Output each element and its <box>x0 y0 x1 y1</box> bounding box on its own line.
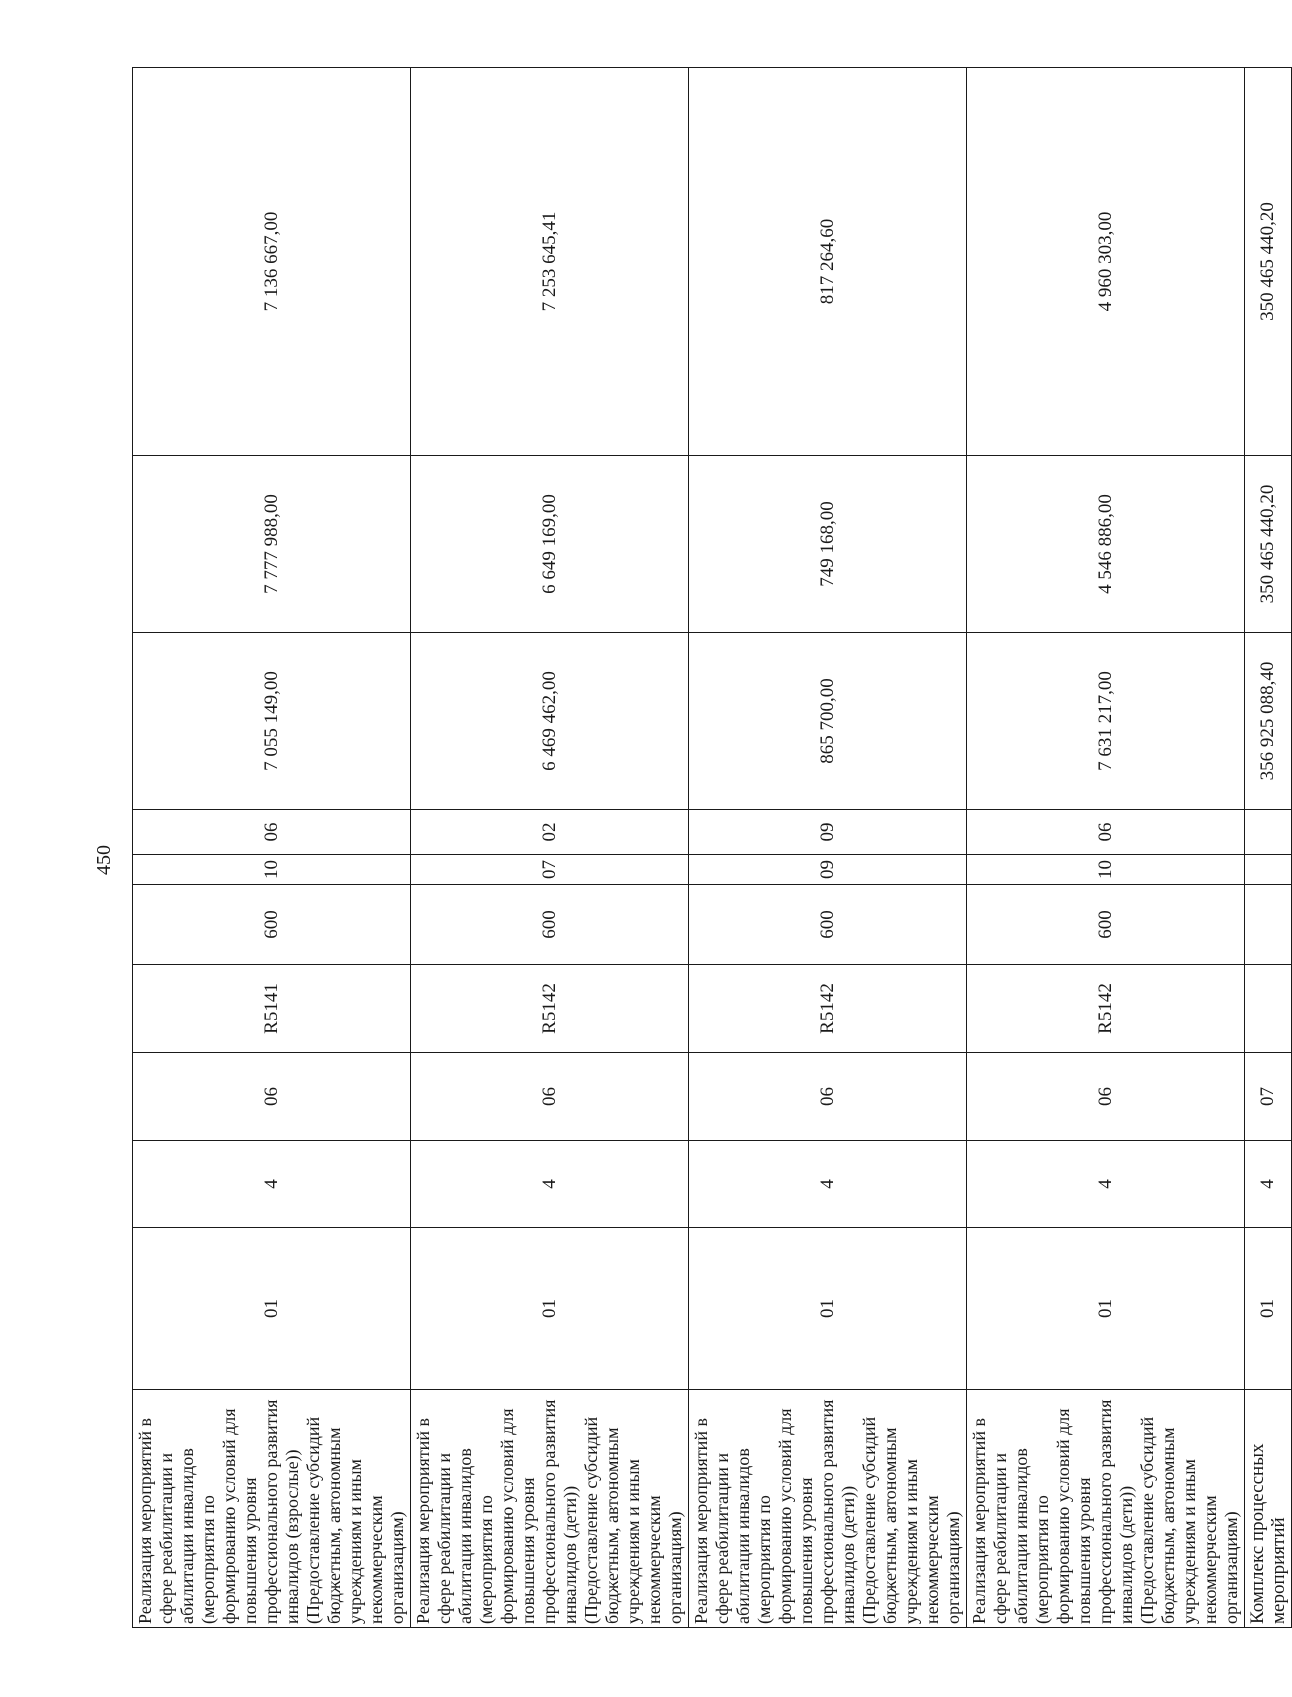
rotated-table-container <box>132 68 1289 1628</box>
total-amount-year-1: 356 925 088,40 <box>1245 633 1292 810</box>
subprogram-code: 4 <box>689 1141 967 1228</box>
subprogram-code: 4 <box>1245 1141 1292 1228</box>
activity-code: 06 <box>689 1053 967 1141</box>
section-code: 07 <box>411 855 689 885</box>
amount-year-1: 7 631 217,00 <box>967 633 1245 810</box>
amount-year-2: 6 649 169,00 <box>411 456 689 633</box>
direction-code <box>1245 965 1292 1053</box>
amount-year-3: 4 960 303,00 <box>967 68 1245 456</box>
amount-year-2: 749 168,00 <box>689 456 967 633</box>
expense-type-code: 600 <box>967 885 1245 965</box>
total-amount-year-2: 350 465 440,20 <box>1245 456 1292 633</box>
table-row <box>689 68 967 1628</box>
activity-code: 06 <box>411 1053 689 1141</box>
total-amount-year-3: 350 465 440,20 <box>1245 68 1292 456</box>
row-description: Реализация мероприятий в сфере реабилитации и абилитации инвалидов (мероприятия по формированию условий для повышения уровня профессионального развития инвалидов (дети)) (Предоставление субсидий бюджетным, автономным учреждениям и иным некоммерческим организациям) <box>411 1390 689 1628</box>
subsection-code: 06 <box>967 810 1245 855</box>
amount-year-1: 6 469 462,00 <box>411 633 689 810</box>
amount-year-3: 817 264,60 <box>689 68 967 456</box>
section-code: 10 <box>133 855 411 885</box>
direction-code: R5141 <box>133 965 411 1053</box>
activity-code: 06 <box>967 1053 1245 1141</box>
activity-code: 07 <box>1245 1053 1292 1141</box>
expense-type-code: 600 <box>133 885 411 965</box>
amount-year-2: 4 546 886,00 <box>967 456 1245 633</box>
amount-year-3: 7 253 645,41 <box>411 68 689 456</box>
direction-code: R5142 <box>411 965 689 1053</box>
program-code: 01 <box>411 1228 689 1390</box>
direction-code: R5142 <box>967 965 1245 1053</box>
program-code: 01 <box>133 1228 411 1390</box>
program-code: 01 <box>689 1228 967 1390</box>
table-row <box>411 68 689 1628</box>
expense-type-code <box>1245 885 1292 965</box>
program-code: 01 <box>967 1228 1245 1390</box>
expense-type-code: 600 <box>689 885 967 965</box>
subprogram-code: 4 <box>411 1141 689 1228</box>
subsection-code <box>1245 810 1292 855</box>
section-code: 09 <box>689 855 967 885</box>
page-number: 450 <box>93 845 115 875</box>
subprogram-code: 4 <box>133 1141 411 1228</box>
total-row <box>1245 68 1292 1628</box>
section-code <box>1245 855 1292 885</box>
table-row <box>967 68 1245 1628</box>
amount-year-2: 7 777 988,00 <box>133 456 411 633</box>
section-code: 10 <box>967 855 1245 885</box>
amount-year-1: 865 700,00 <box>689 633 967 810</box>
row-description: Реализация мероприятий в сфере реабилитации и абилитации инвалидов (мероприятия по формированию условий для повышения уровня профессионального развития инвалидов (дети)) (Предоставление субсидий бюджетным, автономным учреждениям и иным некоммерческим организациям) <box>967 1390 1245 1628</box>
subsection-code: 09 <box>689 810 967 855</box>
expense-type-code: 600 <box>411 885 689 965</box>
table-row <box>133 68 411 1628</box>
subprogram-code: 4 <box>967 1141 1245 1228</box>
program-code: 01 <box>1245 1228 1292 1390</box>
row-description: Реализация мероприятий в сфере реабилитации и абилитации инвалидов (мероприятия по формированию условий для повышения уровня профессионального развития инвалидов (дети)) (Предоставление субсидий бюджетным, автономным учреждениям и иным некоммерческим организациям) <box>689 1390 967 1628</box>
row-description: Реализация мероприятий в сфере реабилитации и абилитации инвалидов (мероприятия по формированию условий для повышения уровня профессионального развития инвалидов (взрослые)) (Предоставление субсидий бюджетным, автономным учреждениям и иным некоммерческим организациям) <box>133 1390 411 1628</box>
activity-code: 06 <box>133 1053 411 1141</box>
subsection-code: 06 <box>133 810 411 855</box>
direction-code: R5142 <box>689 965 967 1053</box>
amount-year-1: 7 055 149,00 <box>133 633 411 810</box>
total-description: Комплекс процессных мероприятий <box>1245 1390 1292 1628</box>
subsection-code: 02 <box>411 810 689 855</box>
amount-year-3: 7 136 667,00 <box>133 68 411 456</box>
budget-table <box>132 67 1292 1628</box>
